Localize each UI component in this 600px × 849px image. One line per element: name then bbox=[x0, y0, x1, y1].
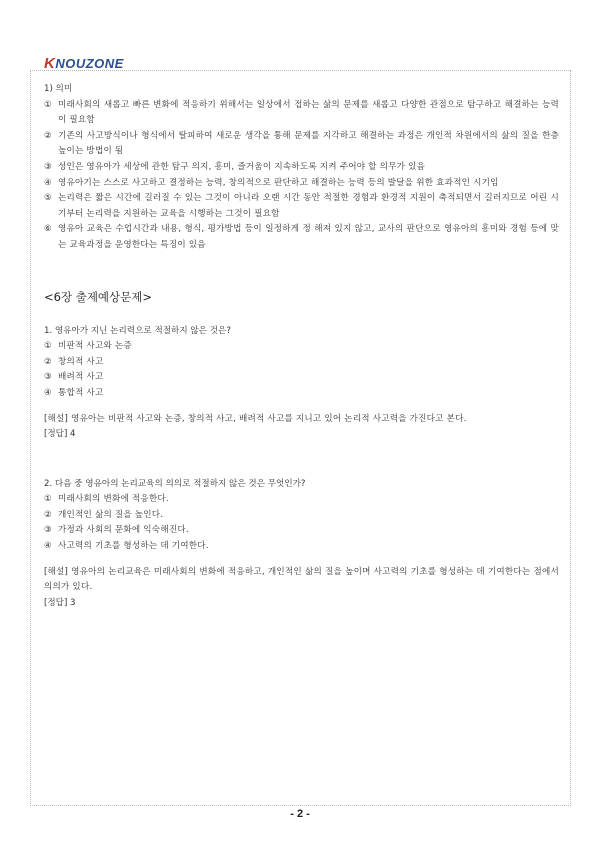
option-text: 미래사회의 변화에 적응한다. bbox=[58, 494, 169, 505]
explanation-1: [해설] 영유아는 비판적 사고와 논증, 창의적 사고, 배려적 사고를 지니고 있어 논리적 사고력을 가진다고 본다. bbox=[44, 413, 467, 424]
option-item bbox=[44, 492, 559, 508]
option-number: ④ bbox=[44, 541, 52, 552]
item-number: ① bbox=[44, 99, 52, 110]
meaning-item bbox=[44, 191, 559, 222]
item-number: ③ bbox=[44, 161, 52, 172]
meaning-item bbox=[44, 176, 559, 192]
option-text: 개인적인 삶의 질을 높인다. bbox=[58, 509, 164, 520]
meaning-item bbox=[44, 129, 559, 160]
section-title: <6장 출제예상문제> bbox=[44, 289, 153, 304]
option-item bbox=[44, 355, 559, 371]
option-text: 사고력의 기초를 형성하는 데 기여한다. bbox=[58, 541, 209, 552]
option-item bbox=[44, 339, 559, 355]
option-text: 가정과 사회의 문화에 익숙해진다. bbox=[58, 525, 189, 536]
option-number: ④ bbox=[44, 387, 52, 398]
option-item bbox=[44, 386, 559, 402]
option-number: ① bbox=[44, 341, 52, 352]
option-item bbox=[44, 539, 559, 555]
option-number: ③ bbox=[44, 372, 52, 383]
page-number: - 2 - bbox=[290, 808, 310, 820]
item-text: 미래사회의 새롭고 빠른 변화에 적응하기 위해서는 일상에서 접하는 삶의 문제를 새롭고 다양한 관점으로 탐구하고 해결하는 능력이 필요함 bbox=[58, 99, 559, 126]
question-2: 2. 다음 중 영유아의 논리교육의 의의로 적절하지 않은 것은 무엇인가? bbox=[44, 478, 306, 489]
meaning-item bbox=[44, 160, 559, 176]
meaning-heading: 1) 의미 bbox=[44, 84, 73, 94]
option-item bbox=[44, 508, 559, 524]
question-1: 1. 영유아가 지닌 논리력으로 적절하지 않은 것은? bbox=[44, 325, 231, 336]
item-number: ⑥ bbox=[44, 224, 52, 235]
answer-2: [정답] 3 bbox=[44, 597, 76, 608]
answer-1: [정답] 4 bbox=[44, 429, 76, 440]
document-body bbox=[44, 82, 559, 611]
option-text: 창의적 사고 bbox=[58, 356, 104, 367]
option-number: ② bbox=[44, 356, 52, 367]
item-number: ⑤ bbox=[44, 193, 52, 204]
item-text: 기존의 사고방식이나 형식에서 탈피하여 새로운 생각을 통해 문제를 지각하고 해결하는 과정은 개인적 차원에서의 삶의 질을 한층 높이는 방법이 됨 bbox=[58, 130, 559, 157]
logo-text: NOUZONE bbox=[55, 56, 124, 71]
item-number: ② bbox=[44, 130, 52, 141]
item-text: 영유아기는 스스로 사고하고 결정하는 능력, 창의적으로 판단하고 해결하는 능력 등의 발달을 위한 효과적인 시기임 bbox=[58, 177, 499, 188]
item-number: ④ bbox=[44, 177, 52, 188]
option-item bbox=[44, 370, 559, 386]
logo-letter-k: K bbox=[44, 55, 56, 72]
option-item bbox=[44, 523, 559, 539]
option-number: ① bbox=[44, 494, 52, 505]
option-text: 통합적 사고 bbox=[58, 387, 104, 398]
item-text: 논리력은 짧은 시간에 길러질 수 있는 그것이 아니라 오랜 시간 동안 적절한 경험과 환경적 지원이 축적되면서 길러지므로 어린 시기부터 논리력을 지원하는 교육을 시행하는 그것이 필요함 bbox=[58, 193, 559, 219]
item-text: 성인은 영유아가 세상에 관한 탐구 의지, 흥미, 즐거움이 지속하도록 지켜 주어야 할 의무가 있음 bbox=[58, 161, 426, 172]
option-text: 배려적 사고 bbox=[58, 372, 104, 383]
option-number: ② bbox=[44, 509, 52, 520]
item-text: 영유아 교육은 수업시간과 내용, 형식, 평가방법 등이 일정하게 정 해져 있지 않고, 교사의 판단으로 영유아의 흥미와 경험 등에 맞는 교육과정을 운영한다는 특징이 있음 bbox=[58, 224, 559, 250]
option-number: ③ bbox=[44, 525, 52, 536]
meaning-item bbox=[44, 222, 559, 253]
explanation-2: [해설] 영유아의 논리교육은 미래사회의 변화에 적응하고, 개인적인 삶의 질을 높이며 사고력의 기초를 형성하는 데 기여한다는 점에서 의의가 있다. bbox=[44, 566, 559, 593]
option-text: 비판적 사고와 논증 bbox=[58, 341, 132, 352]
meaning-item bbox=[44, 98, 559, 129]
